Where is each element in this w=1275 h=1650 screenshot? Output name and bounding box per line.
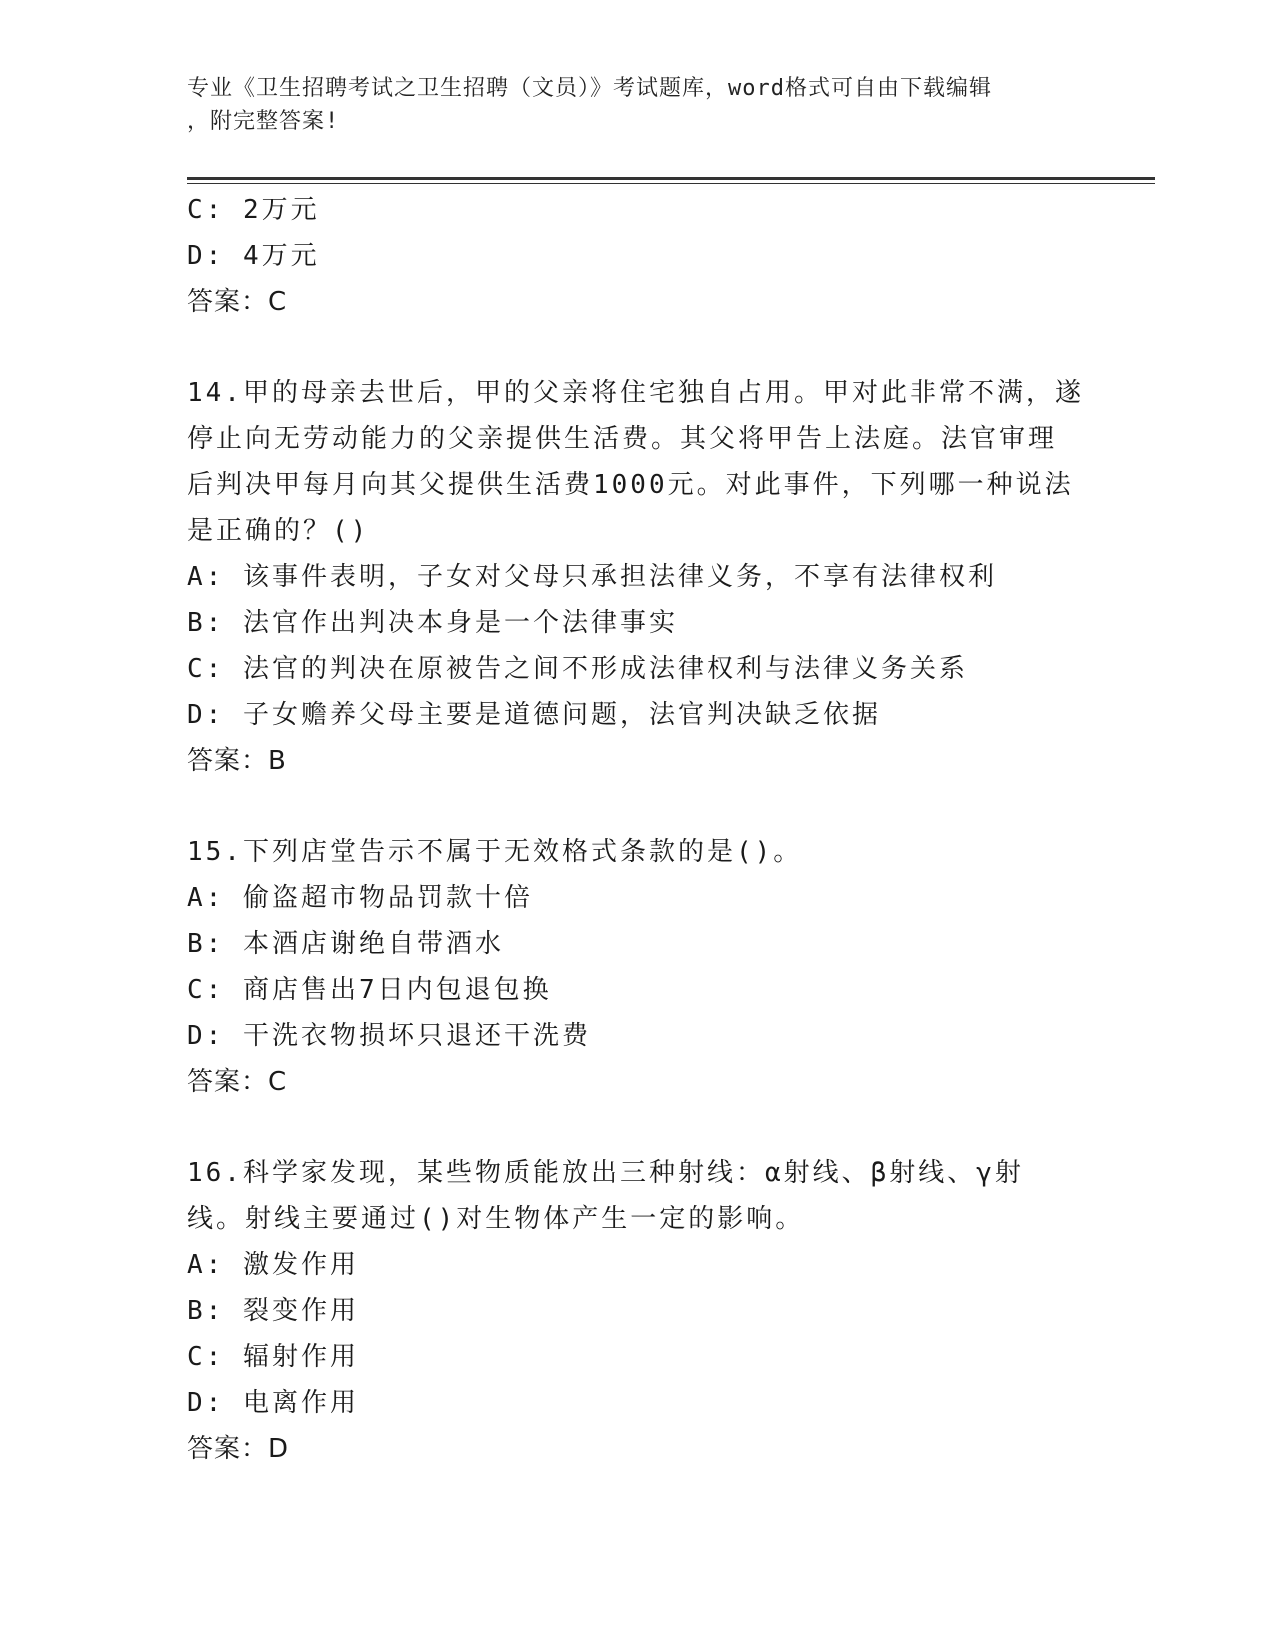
question-list (187, 187, 1087, 1472)
option-d: D: 电离作用 (187, 1388, 359, 1418)
option-b: B: 裂变作用 (187, 1296, 359, 1326)
option-d: D: 干洗衣物损坏只退还干洗费 (187, 1021, 591, 1051)
option-c: C: 辐射作用 (187, 1342, 359, 1372)
option-c: C: 2万元 (187, 195, 320, 225)
answer-line: 答案：C (187, 1067, 288, 1097)
question-14 (187, 370, 1087, 784)
question-stem-line: 16.科学家发现，某些物质能放出三种射线：α射线、β射线、γ射 (187, 1158, 1024, 1188)
option-b: B: 本酒店谢绝自带酒水 (187, 929, 504, 959)
option-a: A: 该事件表明，子女对父母只承担法律义务，不享有法律权利 (187, 562, 997, 592)
option-d: D: 子女赡养父母主要是道德问题，法官判决缺乏依据 (187, 700, 881, 730)
question-stem-line: 15.下列店堂告示不属于无效格式条款的是()。 (187, 837, 803, 867)
question-stem-line: 后判决甲每月向其父提供生活费1000元。对此事件，下列哪一种说法 (187, 470, 1074, 500)
option-a: A: 偷盗超市物品罚款十倍 (187, 883, 533, 913)
question-stem-line: 是正确的？() (187, 516, 370, 546)
question-13-tail (187, 187, 1087, 325)
header-line-2: ，附完整答案! (187, 109, 340, 134)
option-c: C: 法官的判决在原被告之间不形成法律权利与法律义务关系 (187, 654, 968, 684)
option-c: C: 商店售出7日内包退包换 (187, 975, 552, 1005)
question-stem-line: 14.甲的母亲去世后，甲的父亲将住宅独自占用。甲对此非常不满，遂 (187, 378, 1084, 408)
question-stem-line: 线。射线主要通过()对生物体产生一定的影响。 (187, 1204, 805, 1234)
answer-line: 答案：B (187, 746, 287, 776)
option-a: A: 激发作用 (187, 1250, 359, 1280)
question-spacer (187, 325, 1087, 370)
answer-line: 答案：C (187, 287, 288, 317)
question-spacer (187, 1105, 1087, 1150)
answer-line: 答案：D (187, 1434, 290, 1464)
question-16 (187, 1150, 1087, 1472)
question-15 (187, 829, 1087, 1105)
question-spacer (187, 784, 1087, 829)
question-stem-line: 停止向无劳动能力的父亲提供生活费。其父将甲告上法庭。法官审理 (187, 424, 1058, 454)
option-b: B: 法官作出判决本身是一个法律事实 (187, 608, 678, 638)
option-d: D: 4万元 (187, 241, 320, 271)
document-header (187, 72, 1067, 138)
header-line-1: 专业《卫生招聘考试之卫生招聘（文员）》考试题库，word格式可自由下载编辑 (187, 76, 992, 101)
header-divider-thin (187, 183, 1155, 184)
header-divider-thick (187, 177, 1155, 180)
